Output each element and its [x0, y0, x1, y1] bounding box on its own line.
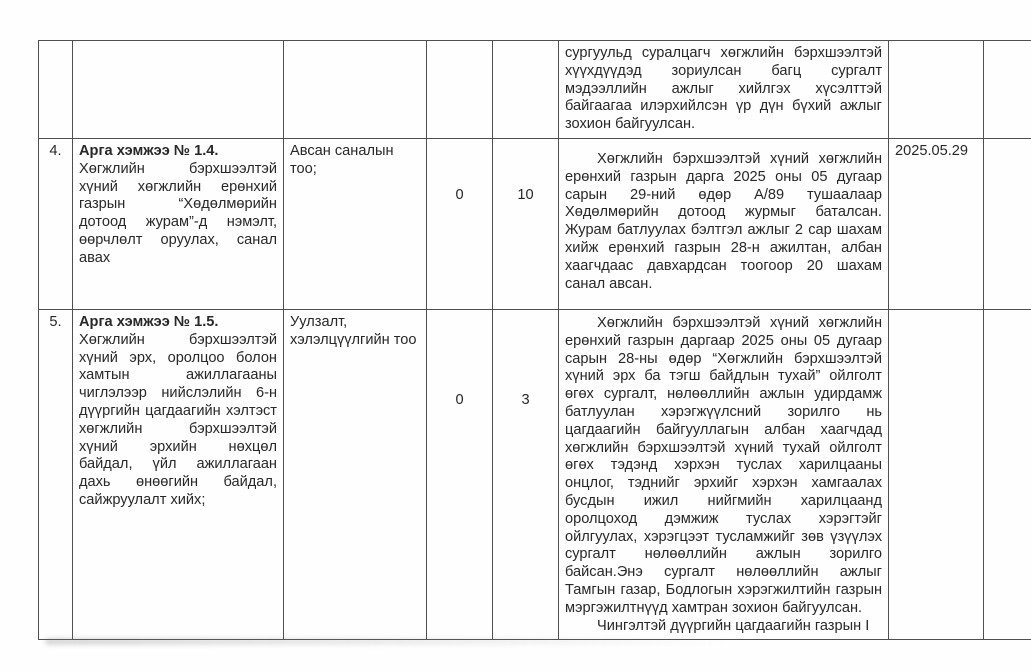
extra-cell — [984, 41, 1031, 139]
result-cell — [559, 309, 889, 639]
extra-cell — [984, 138, 1031, 309]
table-row-5 — [39, 309, 1031, 639]
row-number-cell: 5. — [39, 309, 73, 639]
activity-title: Арга хэмжээ № 1.5. — [79, 313, 219, 330]
result-cell — [559, 41, 889, 139]
row-number-cell: 4. — [39, 138, 73, 309]
activity-cell — [73, 138, 284, 309]
indicator-cell: Авсан саналын тоо; — [284, 138, 427, 309]
scanner-artifact — [45, 638, 735, 645]
date-cell — [889, 309, 984, 639]
result-paragraph: Хөгжлийн бэрхшээлтэй хүний хөгжлийн ерөнхий газрын дарга 2025 оны 05 дугаар сарын 29-ний өдөр А/89 тушаалаар Хөдөлмөрийн дотоод журмыг баталсан. Журам батлуулах бэлтгэл ажлыг 2 сар шахам хийж ерөнхий газрын 28-н ажилтан, албан хаагчдаас давхардсан тоогоор 20 шахам санал авсан. — [565, 150, 882, 292]
indicator-cell — [284, 41, 427, 139]
result-paragraph: сургуульд суралцагч хөгжлийн бэрхшээлтэй хүүхдүүдэд зориулсан багц сургалт мэдээллийн ажлыг хийлгэх хүсэлттэй байгаагаа илэрхийлсэн үр дүн бүхий ажлыг зохион байгуулсан. — [565, 45, 882, 133]
target-value-cell: 3 — [493, 309, 559, 639]
table-row-continued — [39, 41, 1031, 139]
result-paragraph-2: Чингэлтэй дүүргийн цагдаагийн газрын I — [597, 617, 870, 634]
target-value-cell: 10 — [493, 138, 559, 309]
baseline-value-cell: 0 — [427, 309, 493, 639]
indicator-cell: Уулзалт, хэлэлцүүлгийн тоо — [284, 309, 427, 639]
activity-cell — [73, 309, 284, 639]
result-paragraph: Хөгжлийн бэрхшээлтэй хүний хөгжлийн ерөнхий газрын даргаар 2025 оны 05 дугаар сарын 28-ны өдөр “Хөгжлийн бэрхшээлтэй хүний эрх ба тэгш байдлын тухай” ойлголт өгөх сургалт, нөлөөллийн ажлын удирдамж батлуулан хэрэгжүүлсний зорилго нь цагдаагийн байгууллагын албан хаагчдад хөгжлийн бэрхшээлтэй хүний тухай ойлголт өгөх тэдэнд хэрхэн туслах харилцааны онцлог, тэднийг эрхийг хэрхэн хамгаалах бусдын ижил нийгмийн харилцаанд оролцоход дэмжиж туслах хэрэгтэйг ойлгуулах, хэрэгцээт тусламжийг зөв үзүүлэх сургалт нөлөөллийн ажлын зорилго байсан.Энэ сургалт нөлөөллийн ажлыг Тамгын газар, Бодлогын хэрэгжилтийн газрын мэргэжилтнүүд хамтран зохион байгуулсан. — [565, 314, 882, 616]
row-number-cell — [39, 41, 73, 139]
activity-cell — [73, 41, 284, 139]
result-cell — [559, 138, 889, 309]
activity-report-table — [38, 40, 1031, 640]
baseline-value-cell — [427, 41, 493, 139]
table-row-4 — [39, 138, 1031, 309]
activity-body: Хөгжлийн бэрхшээлтэй хүний хөгжлийн ерөнхий газрын “Хөдөлмөрийн дотоод журам”-д нэмэлт, өөрчлөлт оруулах, санал авах — [79, 160, 277, 266]
activity-title: Арга хэмжээ № 1.4. — [79, 142, 219, 159]
baseline-value-cell: 0 — [427, 138, 493, 309]
extra-cell — [984, 309, 1031, 639]
target-value-cell — [493, 41, 559, 139]
date-cell — [889, 41, 984, 139]
date-cell: 2025.05.29 — [889, 138, 984, 309]
activity-body: Хөгжлийн бэрхшээлтэй хүний эрх, оролцоо болон хамтын ажиллагааны чиглэлээр нийслэлийн 6-н дүүргийн цагдаагийн хэлтэст хөгжлийн бэрхшээлтэй хүний эрхийн нөхцөл байдал, үйл ажиллагаан дахь өнөөгийн байдал, сайжруулалт хийх; — [79, 331, 277, 508]
